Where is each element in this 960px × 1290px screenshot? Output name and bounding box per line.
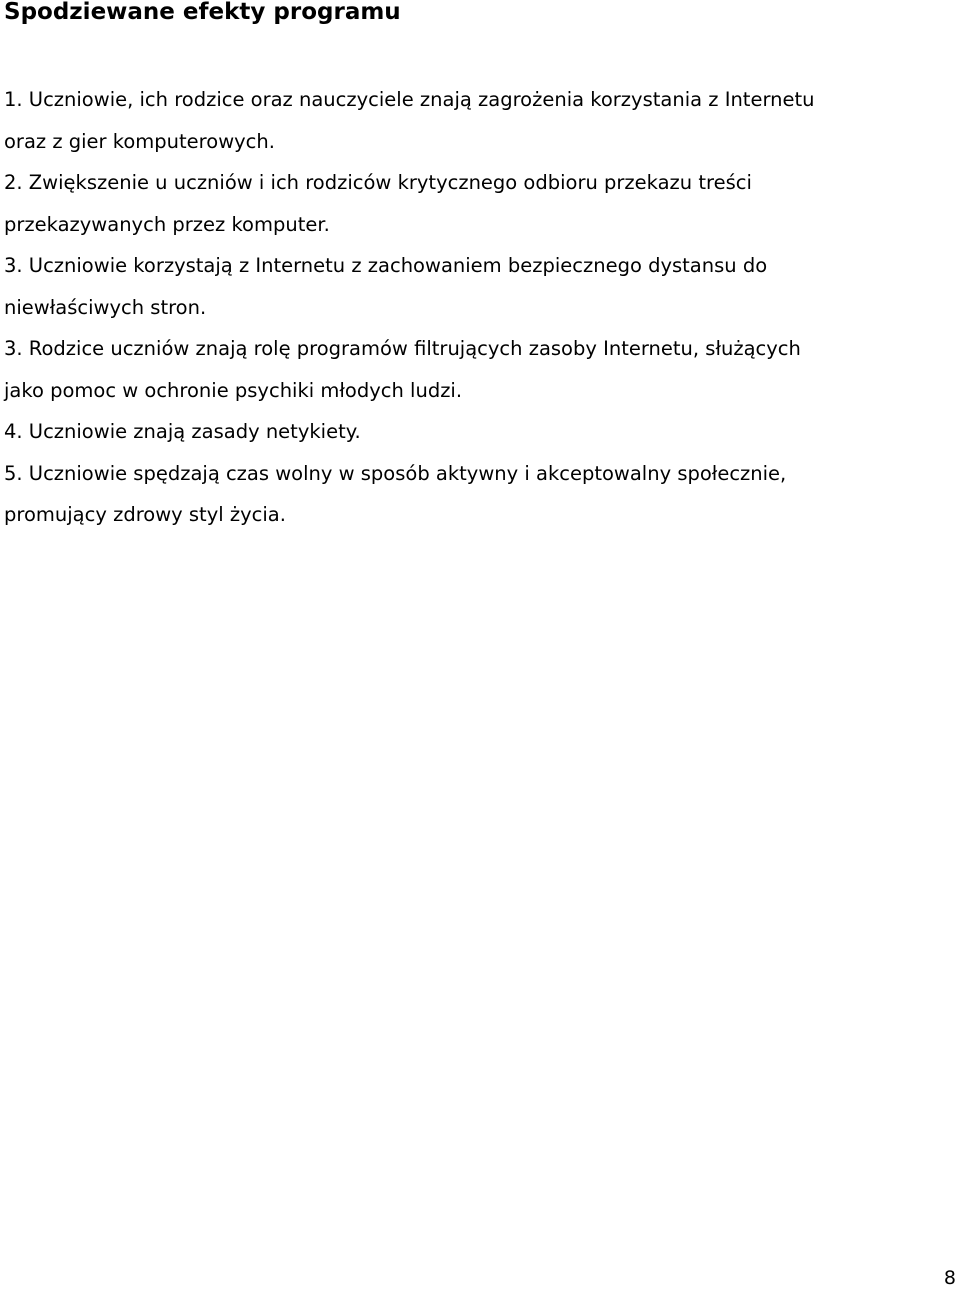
page-title: Spodziewane efekty programu <box>4 0 401 25</box>
list-item-2-line-1: 2. Zwiększenie u uczniów i ich rodziców krytycznego odbioru przekazu treści <box>4 171 752 194</box>
list-item-2-line-2: przekazywanych przez komputer. <box>4 212 330 236</box>
list-item-5-line-1: 4. Uczniowie znają zasady netykiety. <box>4 420 361 443</box>
expected-effects-list <box>4 79 956 536</box>
list-item-4-line-1: 3. Rodzice uczniów znają rolę programów filtrujących zasoby Internetu, służących <box>4 337 801 360</box>
list-item-1-line-1: 1. Uczniowie, ich rodzice oraz nauczyciele znają zagrożenia korzystania z Internetu <box>4 88 815 111</box>
page-number: 8 <box>943 1267 956 1289</box>
list-item-6-line-1: 5. Uczniowie spędzają czas wolny w sposób aktywny i akceptowalny społecznie, <box>4 461 787 485</box>
list-item-4-line-2: jako pomoc w ochronie psychiki młodych ludzi. <box>4 378 463 402</box>
list-item-3-line-2: niewłaściwych stron. <box>4 295 207 319</box>
list-item-6-line-2: promujący zdrowy styl życia. <box>4 503 286 526</box>
list-item-3-line-1: 3. Uczniowie korzystają z Internetu z zachowaniem bezpiecznego dystansu do <box>4 254 768 277</box>
list-item-1-line-2: oraz z gier komputerowych. <box>4 129 275 153</box>
